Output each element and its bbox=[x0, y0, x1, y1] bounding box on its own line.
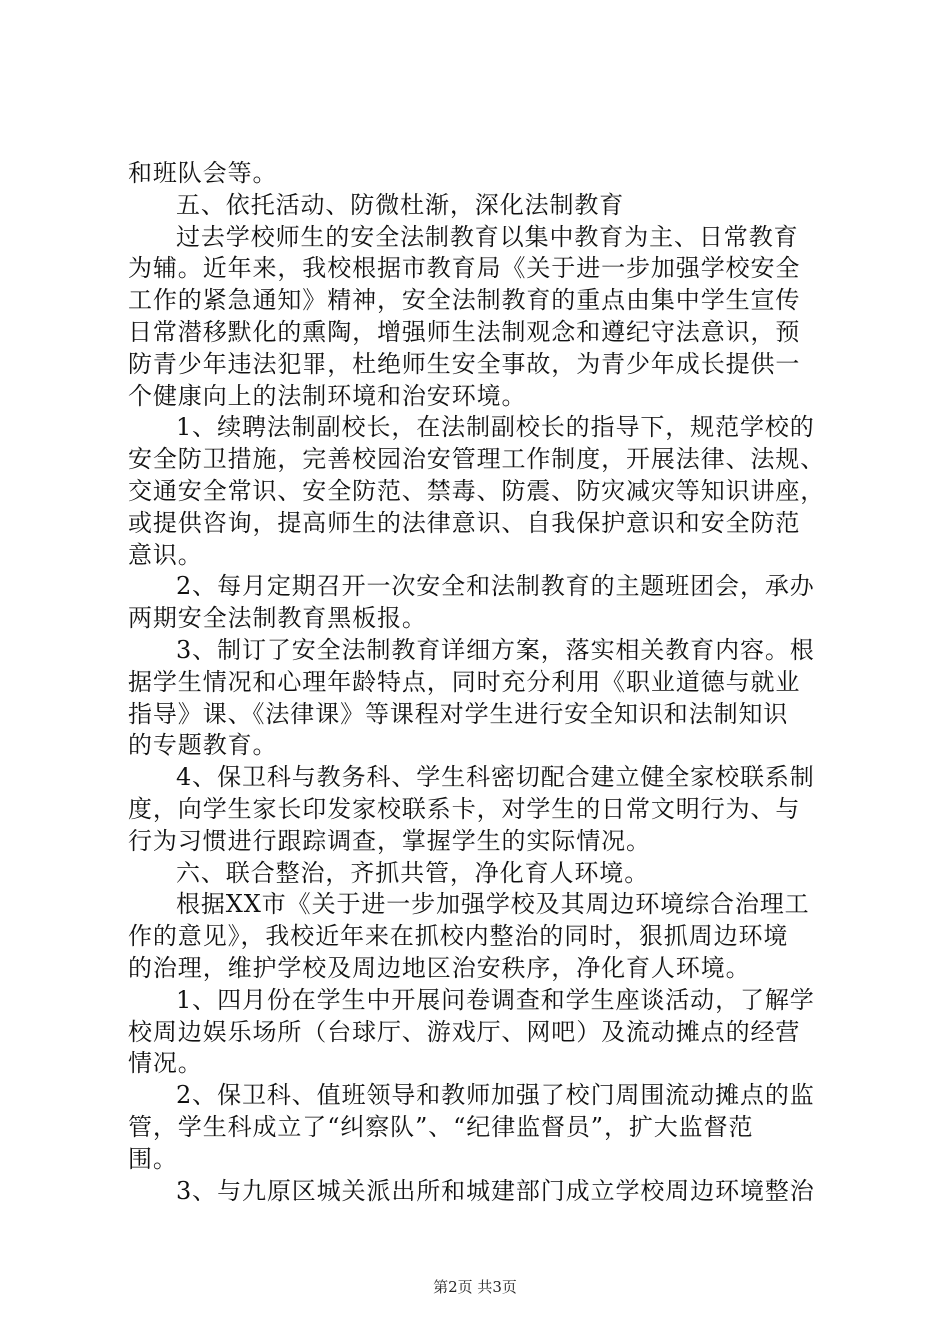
text-line: 交通安全常识、安全防范、禁毒、防震、防灾减灾等知识讲座， bbox=[128, 476, 826, 505]
document-body bbox=[128, 158, 834, 1207]
text-line: 日常潜移默化的熏陶，增强师生法制观念和遵纪守法意识，预 bbox=[128, 317, 801, 346]
text-line: 1、续聘法制副校长，在法制副校长的指导下，规范学校的 bbox=[176, 413, 815, 442]
text-line: 的治理，维护学校及周边地区治安秩序，净化育人环境。 bbox=[128, 953, 751, 982]
page-footer: 第2页 共3页 bbox=[433, 1278, 517, 1296]
text-line: 作的意见》，我校近年来在抓校内整治的同时，狠抓周边环境 bbox=[128, 922, 789, 951]
text-line: 3、与九原区城关派出所和城建部门成立学校周边环境整治 bbox=[176, 1176, 815, 1205]
text-line: 指导》课、《法律课》等课程对学生进行安全知识和法制知识 bbox=[128, 699, 789, 728]
text-line: 根据XX市《关于进一步加强学校及其周边环境综合治理工 bbox=[176, 890, 810, 919]
text-line: 或提供咨询，提高师生的法律意识、自我保护意识和安全防范 bbox=[128, 508, 801, 537]
text-line: 行为习惯进行跟踪调查，掌握学生的实际情况。 bbox=[128, 826, 651, 855]
text-line: 围。 bbox=[128, 1144, 178, 1173]
text-line: 4、保卫科与教务科、学生科密切配合建立健全家校联系制 bbox=[176, 763, 815, 792]
text-line: 的专题教育。 bbox=[128, 731, 278, 760]
text-line: 2、保卫科、值班领导和教师加强了校门周围流动摊点的监 bbox=[176, 1081, 815, 1110]
text-line: 为辅。近年来，我校根据市教育局《关于进一步加强学校安全 bbox=[128, 254, 801, 283]
text-line: 校周边娱乐场所（台球厅、游戏厅、网吧）及流动摊点的经营 bbox=[128, 1017, 801, 1046]
text-line: 和班队会等。 bbox=[128, 159, 278, 187]
text-line: 工作的紧急通知》精神，安全法制教育的重点由集中学生宣传 bbox=[128, 286, 801, 315]
text-line: 五、依托活动、防微杜渐，深化法制教育 bbox=[176, 190, 625, 219]
text-line: 据学生情况和心理年龄特点，同时充分利用《职业道德与就业 bbox=[128, 667, 801, 696]
text-line: 1、四月份在学生中开展问卷调查和学生座谈活动，了解学 bbox=[176, 985, 815, 1014]
text-line: 意识。 bbox=[128, 540, 203, 569]
text-line: 过去学校师生的安全法制教育以集中教育为主、日常教育 bbox=[176, 222, 799, 251]
text-line: 安全防卫措施，完善校园治安管理工作制度，开展法律、法规、 bbox=[128, 445, 826, 474]
text-line: 防青少年违法犯罪，杜绝师生安全事故，为青少年成长提供一 bbox=[128, 349, 801, 378]
text-line: 2、每月定期召开一次安全和法制教育的主题班团会，承办 bbox=[176, 572, 815, 601]
text-line: 个健康向上的法制环境和治安环境。 bbox=[128, 381, 527, 410]
text-line: 情况。 bbox=[128, 1049, 203, 1078]
text-line: 管，学生科成立了“纠察队”、“纪律监督员”，扩大监督范 bbox=[128, 1112, 754, 1141]
text-line: 3、制订了安全法制教育详细方案，落实相关教育内容。根 bbox=[176, 635, 815, 664]
text-line: 六、联合整治，齐抓共管，净化育人环境。 bbox=[176, 858, 650, 887]
text-line: 度，向学生家长印发家校联系卡，对学生的日常文明行为、与 bbox=[128, 794, 801, 823]
text-line: 两期安全法制教育黑板报。 bbox=[128, 604, 427, 633]
